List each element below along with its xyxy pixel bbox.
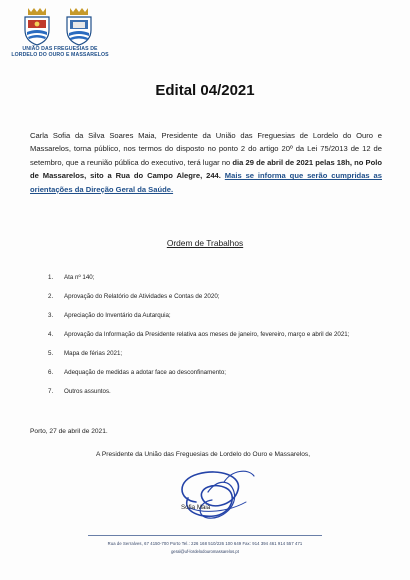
agenda-item-text: Outros assuntos. (64, 388, 111, 395)
agenda-item-text: Mapa de férias 2021; (64, 350, 123, 357)
agenda-list (48, 273, 394, 406)
agenda-item-number: 4. (48, 331, 54, 338)
footer-address: Rua de Serralves, 67 4150-700 Porto Tel.: 226 168 510/226 100 649 Fax: 914 394 461 914 557 471 (107, 541, 303, 546)
agenda-item (48, 330, 394, 349)
agenda-item-number: 7. (48, 388, 54, 395)
agenda-item (48, 368, 394, 387)
closing-line: A Presidente da União das Freguesias de Lordelo do Ouro e Massarelos, (96, 451, 311, 458)
handwritten-signature (168, 462, 260, 524)
notice-paragraph (30, 129, 382, 196)
agenda-item (48, 311, 394, 330)
agenda-item-number: 3. (48, 312, 54, 319)
notice-meeting-details: dia 29 de abril de 2021 pelas 18h, no Polo de Massarelos, sito a Rua do Campo Alegre, 244. (30, 157, 382, 181)
document-title: Edital 04/2021 (155, 82, 255, 99)
date-line: Porto, 27 de abril de 2021. (30, 428, 108, 435)
agenda-item-number: 6. (48, 369, 54, 376)
organization-name-line1: UNIÃO DAS FREGUESIAS DE (22, 46, 98, 52)
agenda-item-text: Adequação de medidas a adotar face ao desconfinamento; (64, 369, 227, 376)
footer-divider (88, 535, 322, 536)
organization-name-line2: LORDELO DO OURO E MASSARELOS (11, 52, 109, 58)
organization-name (10, 46, 110, 58)
agenda-item (48, 349, 394, 368)
agenda-item-text: Aprovação do Relatório de Atividades e Contas de 2020; (64, 293, 220, 300)
agenda-item-number: 5. (48, 350, 54, 357)
left-crest-icon (22, 8, 52, 46)
agenda-item (48, 273, 394, 292)
notice-health-guidance: Mais se informa que serão cumpridas as orientações da Direção Geral da Saúde. (30, 171, 382, 194)
agenda-item-number: 2. (48, 293, 54, 300)
agenda-item-text: Aprovação da Informação da Presidente relativa aos meses de janeiro, fevereiro, março e abril de 2021; (64, 331, 350, 338)
agenda-item-number: 1. (48, 274, 54, 281)
signer-name: Sofia Maia (181, 504, 211, 511)
right-crest-icon (64, 8, 94, 46)
agenda-item-text: Ata nº 140; (64, 274, 95, 281)
notice-text: Carla Sofia da Silva Soares Maia, Presidente da União das Freguesias de Lordelo do Ouro e Massarelos, torna público, nos termos do disposto no ponto 2 do artigo 20º da Lei 75/2013 de 12 de setembro, que a reunião pública do executivo, terá lugar no (30, 131, 382, 167)
agenda-item (48, 387, 394, 406)
agenda-title: Ordem de Trabalhos (166, 238, 244, 248)
footer-email: geral@uf-lordelodouromassarelos.pt (171, 549, 239, 554)
agenda-item-text: Apreciação do Inventário da Autarquia; (64, 312, 171, 319)
agenda-item (48, 292, 394, 311)
